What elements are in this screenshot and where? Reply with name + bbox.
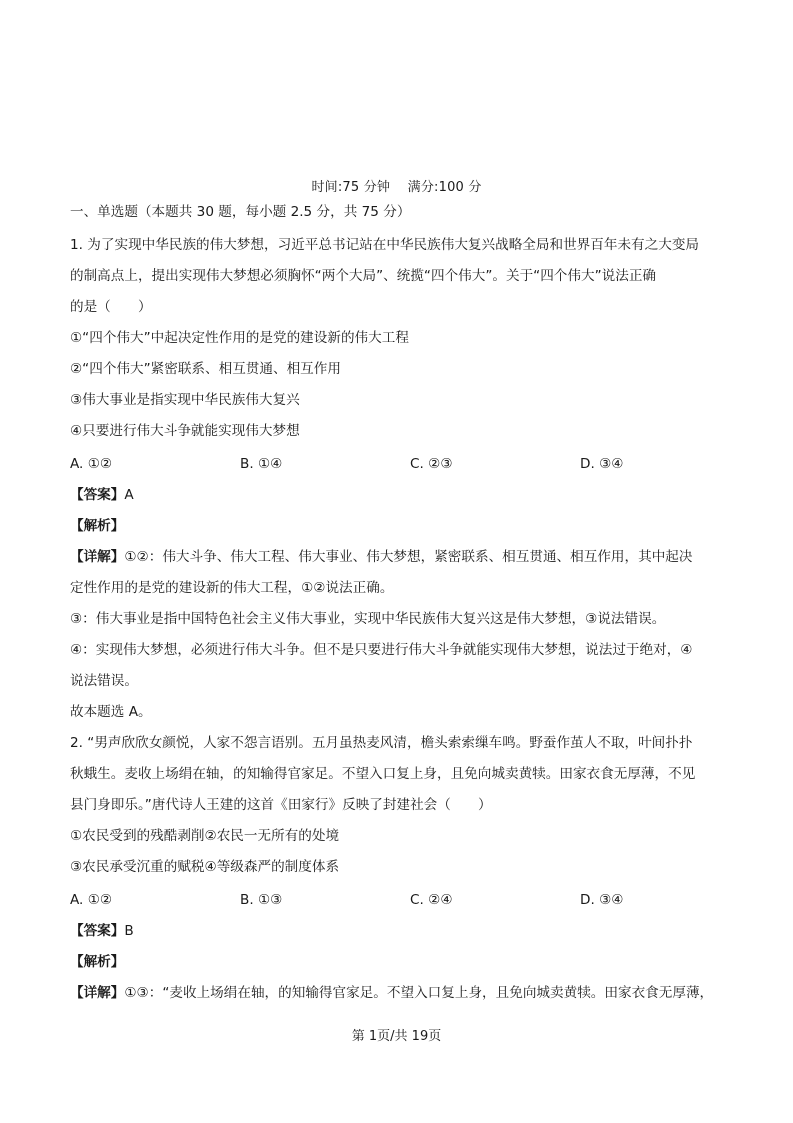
q1-option-c: C. ②③ bbox=[410, 456, 453, 472]
q2-statement-2: ③农民承受沉重的赋税④等级森严的制度体系 bbox=[70, 859, 340, 875]
q2-option-a: A. ①② bbox=[70, 892, 113, 908]
q1-option-a: A. ①② bbox=[70, 456, 113, 472]
q1-statement-1: ①“四个伟大”中起决定性作用的是党的建设新的伟大工程 bbox=[70, 330, 409, 346]
q1-statement-4: ④只要进行伟大斗争就能实现伟大梦想 bbox=[70, 423, 300, 439]
q2-analysis-label: 【解析】 bbox=[70, 954, 125, 970]
exam-time-score: 时间:75 分钟 满分:100 分 bbox=[311, 180, 482, 195]
q1-detail-label: 【详解】 bbox=[70, 549, 125, 565]
q1-answer-label: 【答案】 bbox=[70, 487, 125, 503]
q2-detail-text1: ①③：“麦收上场绢在轴，的知输得官家足。不望入口复上身，且免向城卖黄犊。田家衣食无厚薄， bbox=[124, 985, 714, 1001]
q1-detail-line1 bbox=[70, 547, 738, 567]
q2-detail-label: 【详解】 bbox=[70, 985, 125, 1001]
q2-option-b: B. ①③ bbox=[240, 892, 283, 908]
q1-option-d: D. ③④ bbox=[580, 456, 624, 472]
q2-answer-value: B bbox=[124, 923, 134, 939]
q2-option-d: D. ③④ bbox=[580, 892, 624, 908]
q1-statement-2: ②“四个伟大”紧密联系、相互贯通、相互作用 bbox=[70, 361, 341, 377]
q1-detail-text1: ①②：伟大斗争、伟大工程、伟大事业、伟大梦想，紧密联系、相互贯通、相互作用，其中起决 bbox=[124, 549, 693, 565]
exam-content bbox=[70, 202, 738, 1003]
q1-detail-line4: ④：实现伟大梦想，必须进行伟大斗争。但不是只要进行伟大斗争就能实现伟大梦想，说法过于绝对，④ bbox=[70, 642, 693, 658]
q2-answer bbox=[70, 921, 738, 941]
q2-stem-line1: 2. “男声欣欣女颜悦，人家不怨言语别。五月虽热麦风清，檐头索索缫车鸣。野蚕作茧人不取，叶间扑扑 bbox=[70, 735, 693, 751]
q2-statement-1: ①农民受到的残酷剥削②农民一无所有的处境 bbox=[70, 828, 340, 844]
q2-answer-label: 【答案】 bbox=[70, 923, 125, 939]
q2-options bbox=[70, 890, 738, 910]
q1-statement-3: ③伟大事业是指实现中华民族伟大复兴 bbox=[70, 392, 300, 408]
q2-stem-line2: 秋蛾生。麦收上场绢在轴，的知输得官家足。不望入口复上身，且免向城卖黄犊。田家衣食无厚薄，不见 bbox=[70, 766, 696, 782]
q1-stem-line2: 的制高点上，提出实现伟大梦想必须胸怀“两个大局”、统揽“四个伟大”。关于“四个伟大”说法正确 bbox=[70, 268, 657, 284]
q2-option-c: C. ②④ bbox=[410, 892, 453, 908]
q1-detail-line3: ③：伟大事业是指中国特色社会主义伟大事业，实现中华民族伟大复兴这是伟大梦想，③说法错误。 bbox=[70, 611, 666, 627]
q2-detail-line1 bbox=[70, 983, 738, 1003]
q1-stem-line3: 的是（ ） bbox=[70, 299, 152, 315]
section-title: 一、单选题（本题共 30 题，每小题 2.5 分，共 75 分） bbox=[70, 204, 411, 220]
q2-stem-line3: 县门身即乐。”唐代诗人王建的这首《田家行》反映了封建社会（ ） bbox=[70, 797, 492, 813]
q1-conclusion: 故本题选 A。 bbox=[70, 704, 152, 720]
q1-options bbox=[70, 454, 738, 474]
q1-stem-line1: 1. 为了实现中华民族的伟大梦想，习近平总书记站在中华民族伟大复兴战略全局和世界百年未有之大变局 bbox=[70, 237, 700, 253]
q1-analysis-label: 【解析】 bbox=[70, 518, 125, 534]
q1-answer-value: A bbox=[124, 487, 134, 503]
q1-detail-line5: 说法错误。 bbox=[70, 673, 138, 689]
page-footer: 第 1页/共 19页 bbox=[351, 1029, 442, 1044]
q1-detail-line2: 定性作用的是党的建设新的伟大工程，①②说法正确。 bbox=[70, 580, 394, 596]
q1-answer bbox=[70, 485, 738, 505]
q1-option-b: B. ①④ bbox=[240, 456, 283, 472]
